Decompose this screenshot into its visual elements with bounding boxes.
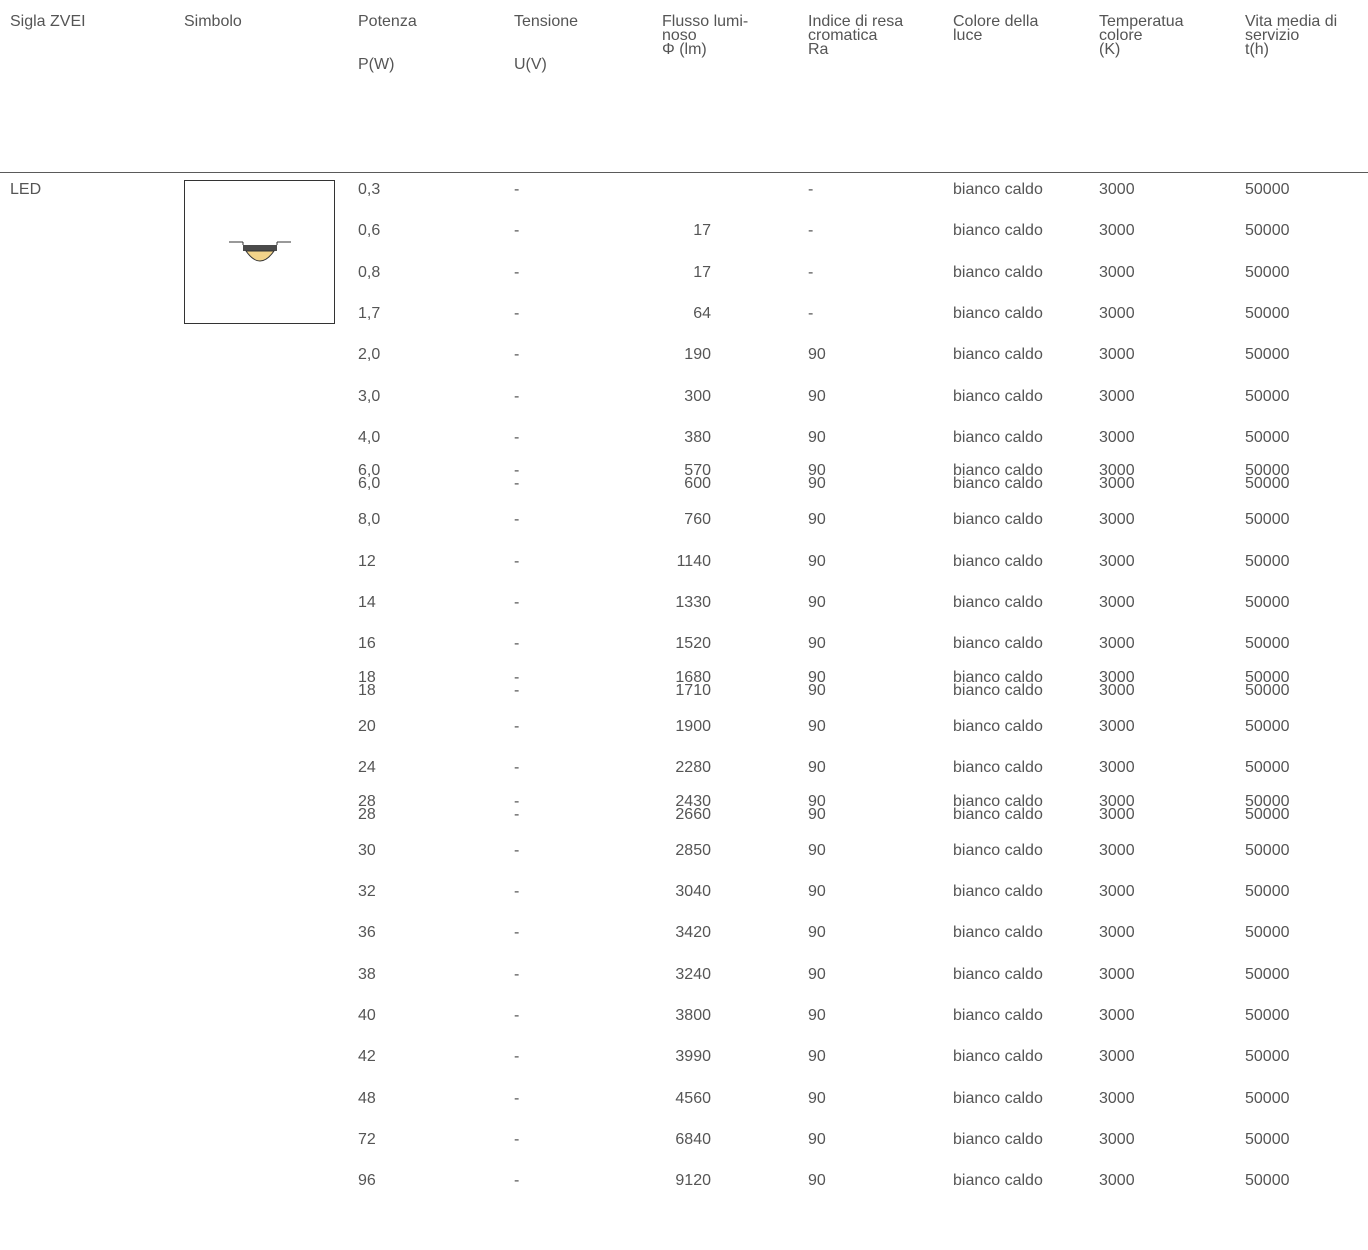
cell-colore: bianco caldo bbox=[953, 965, 1043, 983]
cell-colore: bianco caldo bbox=[953, 181, 1043, 198]
cell-tensione: - bbox=[514, 1130, 520, 1148]
cell-ra: 90 bbox=[808, 841, 826, 859]
cell-colore: bianco caldo bbox=[953, 681, 1043, 699]
cell-potenza: 30 bbox=[358, 841, 376, 859]
cell-temperatura: 3000 bbox=[1099, 594, 1135, 611]
cell-potenza: 28 bbox=[358, 792, 376, 810]
cell-ra: 90 bbox=[808, 1089, 826, 1107]
cell-vita: 50000 bbox=[1245, 552, 1290, 570]
cell-vita: 50000 bbox=[1245, 1130, 1290, 1148]
cell-potenza: 12 bbox=[358, 552, 376, 570]
cell-temperatura: 3000 bbox=[1099, 668, 1135, 686]
cell-vita: 50000 bbox=[1245, 263, 1290, 281]
cell-temperatura: 3000 bbox=[1099, 304, 1135, 322]
cell-ra: 90 bbox=[808, 805, 826, 823]
cell-temperatura: 3000 bbox=[1099, 1048, 1135, 1066]
cell-tensione: - bbox=[514, 1089, 520, 1107]
cell-colore: bianco caldo bbox=[953, 462, 1043, 480]
header-simbolo bbox=[184, 15, 242, 29]
cell-vita: 50000 bbox=[1245, 717, 1290, 735]
cell-temperatura: 3000 bbox=[1099, 346, 1135, 364]
cell-flusso: 3040 bbox=[675, 883, 711, 901]
cell-colore: bianco caldo bbox=[953, 222, 1043, 240]
cell-ra: 90 bbox=[808, 346, 826, 364]
header-divider bbox=[0, 172, 1368, 173]
header-temperatura bbox=[1099, 15, 1184, 57]
cell-ra: 90 bbox=[808, 965, 826, 983]
cell-potenza: 14 bbox=[358, 594, 376, 611]
cell-vita: 50000 bbox=[1245, 462, 1290, 480]
cell-potenza: 32 bbox=[358, 883, 376, 901]
cell-colore: bianco caldo bbox=[953, 1048, 1043, 1066]
cell-vita: 50000 bbox=[1245, 1089, 1290, 1107]
cell-vita: 50000 bbox=[1245, 635, 1290, 653]
cell-flusso: 2430 bbox=[675, 792, 711, 810]
cell-flusso: 64 bbox=[693, 304, 711, 322]
header-tensione bbox=[514, 15, 578, 29]
cell-potenza: 3,0 bbox=[358, 387, 381, 405]
cell-potenza: 16 bbox=[358, 635, 376, 653]
cell-tensione: - bbox=[514, 263, 520, 281]
cell-potenza: 42 bbox=[358, 1048, 376, 1066]
cell-flusso: 4560 bbox=[675, 1089, 711, 1107]
cell-flusso: 380 bbox=[684, 428, 711, 446]
cell-colore: bianco caldo bbox=[953, 475, 1043, 493]
cell-colore: bianco caldo bbox=[953, 805, 1043, 823]
cell-ra: 90 bbox=[808, 681, 826, 699]
cell-colore: bianco caldo bbox=[953, 635, 1043, 653]
cell-ra: 90 bbox=[808, 759, 826, 777]
cell-vita: 50000 bbox=[1245, 222, 1290, 240]
cell-temperatura: 3000 bbox=[1099, 475, 1135, 493]
cell-temperatura: 3000 bbox=[1099, 841, 1135, 859]
cell-temperatura: 3000 bbox=[1099, 681, 1135, 699]
header-temperatura-line: Temperatua bbox=[1099, 13, 1184, 30]
cell-colore: bianco caldo bbox=[953, 717, 1043, 735]
cell-tensione: - bbox=[514, 681, 520, 699]
cell-flusso: 17 bbox=[693, 222, 711, 240]
cell-ra: 90 bbox=[808, 511, 826, 529]
cell-vita: 50000 bbox=[1245, 668, 1290, 686]
cell-temperatura: 3000 bbox=[1099, 1089, 1135, 1107]
header-colore-line: luce bbox=[953, 27, 983, 44]
header-temperatura-line: colore bbox=[1099, 27, 1143, 44]
cell-tensione: - bbox=[514, 1172, 520, 1190]
cell-tensione: - bbox=[514, 965, 520, 983]
cell-flusso: 190 bbox=[684, 346, 711, 364]
cell-vita: 50000 bbox=[1245, 924, 1290, 942]
cell-tensione: - bbox=[514, 552, 520, 570]
cell-potenza: 4,0 bbox=[358, 428, 381, 446]
cell-ra: - bbox=[808, 222, 814, 240]
cell-colore: bianco caldo bbox=[953, 346, 1043, 364]
cell-temperatura: 3000 bbox=[1099, 1130, 1135, 1148]
cell-colore: bianco caldo bbox=[953, 759, 1043, 777]
cell-flusso: 6840 bbox=[675, 1130, 711, 1148]
cell-flusso: 2660 bbox=[675, 805, 711, 823]
header-flusso-line: Φ (lm) bbox=[662, 41, 707, 58]
cell-flusso: 3240 bbox=[675, 965, 711, 983]
cell-tensione: - bbox=[514, 841, 520, 859]
cell-potenza: 48 bbox=[358, 1089, 376, 1107]
cell-vita: 50000 bbox=[1245, 428, 1290, 446]
cell-potenza: 6,0 bbox=[358, 475, 381, 493]
cell-tensione: - bbox=[514, 924, 520, 942]
cell-ra: 90 bbox=[808, 428, 826, 446]
cell-tensione: - bbox=[514, 387, 520, 405]
cell-flusso: 760 bbox=[684, 511, 711, 529]
cell-potenza: 96 bbox=[358, 1172, 376, 1190]
cell-potenza: 40 bbox=[358, 1007, 376, 1024]
cell-colore: bianco caldo bbox=[953, 1130, 1043, 1148]
cell-temperatura: 3000 bbox=[1099, 428, 1135, 446]
cell-flusso: 3420 bbox=[675, 924, 711, 942]
cell-tensione: - bbox=[514, 222, 520, 240]
cell-tensione: - bbox=[514, 805, 520, 823]
header-ra bbox=[808, 15, 903, 57]
cell-vita: 50000 bbox=[1245, 792, 1290, 810]
cell-tensione: - bbox=[514, 635, 520, 653]
cell-colore: bianco caldo bbox=[953, 263, 1043, 281]
cell-vita: 50000 bbox=[1245, 1048, 1290, 1066]
cell-ra: 90 bbox=[808, 924, 826, 942]
cell-potenza: 0,6 bbox=[358, 222, 381, 240]
cell-tensione: - bbox=[514, 792, 520, 810]
cell-ra: 90 bbox=[808, 1130, 826, 1148]
cell-tensione: - bbox=[514, 1007, 520, 1024]
header-tensione-line: Tensione bbox=[514, 13, 579, 30]
cell-ra: 90 bbox=[808, 635, 826, 653]
header-tensione-unit: U(V) bbox=[514, 56, 547, 73]
led-downlight-symbol-icon bbox=[185, 181, 336, 325]
header-colore-line: Colore della bbox=[953, 13, 1039, 30]
cell-ra: 90 bbox=[808, 883, 826, 901]
cell-ra: - bbox=[808, 263, 814, 281]
cell-ra: 90 bbox=[808, 475, 826, 493]
cell-flusso: 1520 bbox=[675, 635, 711, 653]
cell-tensione: - bbox=[514, 594, 520, 611]
cell-temperatura: 3000 bbox=[1099, 1007, 1135, 1024]
cell-temperatura: 3000 bbox=[1099, 222, 1135, 240]
cell-temperatura: 3000 bbox=[1099, 181, 1135, 198]
header-ra-line: Indice di resa bbox=[808, 13, 904, 30]
header-colore bbox=[953, 15, 1038, 43]
cell-potenza: 20 bbox=[358, 717, 376, 735]
cell-tensione: - bbox=[514, 475, 520, 493]
cell-vita: 50000 bbox=[1245, 841, 1290, 859]
cell-tensione: - bbox=[514, 759, 520, 777]
header-potenza-unit: P(W) bbox=[358, 56, 395, 73]
cell-potenza: 72 bbox=[358, 1130, 376, 1148]
cell-potenza: 0,3 bbox=[358, 181, 381, 198]
header-simbolo-line: Simbolo bbox=[184, 13, 242, 30]
cell-flusso: 2280 bbox=[675, 759, 711, 777]
cell-temperatura: 3000 bbox=[1099, 511, 1135, 529]
cell-flusso: 1330 bbox=[675, 594, 711, 611]
cell-colore: bianco caldo bbox=[953, 924, 1043, 942]
cell-ra: 90 bbox=[808, 668, 826, 686]
cell-ra: 90 bbox=[808, 1048, 826, 1066]
header-ra-line: cromatica bbox=[808, 27, 878, 44]
cell-vita: 50000 bbox=[1245, 1007, 1290, 1024]
cell-ra: 90 bbox=[808, 792, 826, 810]
cell-colore: bianco caldo bbox=[953, 304, 1043, 322]
header-potenza bbox=[358, 15, 417, 29]
cell-temperatura: 3000 bbox=[1099, 792, 1135, 810]
cell-ra: 90 bbox=[808, 387, 826, 405]
header-temperatura-line: (K) bbox=[1099, 41, 1121, 58]
cell-vita: 50000 bbox=[1245, 883, 1290, 901]
cell-colore: bianco caldo bbox=[953, 511, 1043, 529]
header-ra-line: Ra bbox=[808, 41, 829, 58]
header-potenza-line: Potenza bbox=[358, 13, 417, 30]
cell-colore: bianco caldo bbox=[953, 792, 1043, 810]
header-vita bbox=[1245, 15, 1337, 57]
cell-tensione: - bbox=[514, 428, 520, 446]
cell-vita: 50000 bbox=[1245, 759, 1290, 777]
cell-colore: bianco caldo bbox=[953, 1089, 1043, 1107]
cell-flusso: 9120 bbox=[675, 1172, 711, 1190]
cell-potenza: 36 bbox=[358, 924, 376, 942]
cell-potenza: 0,8 bbox=[358, 263, 381, 281]
cell-vita: 50000 bbox=[1245, 1172, 1290, 1190]
header-sigla-line: Sigla ZVEI bbox=[10, 13, 86, 30]
cell-vita: 50000 bbox=[1245, 304, 1290, 322]
cell-flusso: 1710 bbox=[675, 681, 711, 699]
cell-potenza: 6,0 bbox=[358, 462, 381, 480]
cell-vita: 50000 bbox=[1245, 681, 1290, 699]
cell-flusso: 300 bbox=[684, 387, 711, 405]
cell-flusso: 1140 bbox=[676, 552, 711, 570]
cell-potenza: 8,0 bbox=[358, 511, 381, 529]
cell-potenza: 18 bbox=[358, 668, 376, 686]
cell-temperatura: 3000 bbox=[1099, 462, 1135, 480]
cell-tensione: - bbox=[514, 304, 520, 322]
cell-temperatura: 3000 bbox=[1099, 924, 1135, 942]
header-sigla bbox=[10, 15, 86, 29]
cell-potenza: 28 bbox=[358, 805, 376, 823]
header-vita-line: t(h) bbox=[1245, 41, 1269, 58]
cell-potenza: 1,7 bbox=[358, 304, 381, 322]
cell-colore: bianco caldo bbox=[953, 594, 1043, 611]
cell-colore: bianco caldo bbox=[953, 428, 1043, 446]
header-vita-line: Vita media di bbox=[1245, 13, 1338, 30]
cell-ra: - bbox=[808, 304, 814, 322]
type-label: LED bbox=[10, 181, 42, 198]
cell-ra: 90 bbox=[808, 462, 826, 480]
cell-tensione: - bbox=[514, 511, 520, 529]
header-vita-line: servizio bbox=[1245, 27, 1300, 44]
cell-temperatura: 3000 bbox=[1099, 965, 1135, 983]
cell-colore: bianco caldo bbox=[953, 552, 1043, 570]
cell-vita: 50000 bbox=[1245, 346, 1290, 364]
cell-potenza: 24 bbox=[358, 759, 376, 777]
cell-temperatura: 3000 bbox=[1099, 263, 1135, 281]
cell-temperatura: 3000 bbox=[1099, 1172, 1135, 1190]
cell-temperatura: 3000 bbox=[1099, 805, 1135, 823]
cell-temperatura: 3000 bbox=[1099, 717, 1135, 735]
cell-colore: bianco caldo bbox=[953, 387, 1043, 405]
cell-vita: 50000 bbox=[1245, 511, 1290, 529]
cell-flusso: 1680 bbox=[675, 668, 711, 686]
cell-tensione: - bbox=[514, 883, 520, 901]
header-flusso bbox=[662, 15, 748, 57]
cell-vita: 50000 bbox=[1245, 475, 1290, 493]
header-flusso-line: Flusso lumi- bbox=[662, 13, 749, 30]
cell-vita: 50000 bbox=[1245, 387, 1290, 405]
cell-flusso: 570 bbox=[684, 462, 711, 480]
cell-tensione: - bbox=[514, 346, 520, 364]
cell-colore: bianco caldo bbox=[953, 841, 1043, 859]
cell-flusso: 3990 bbox=[675, 1048, 711, 1066]
cell-colore: bianco caldo bbox=[953, 1007, 1043, 1024]
cell-flusso: 1900 bbox=[675, 717, 711, 735]
cell-vita: 50000 bbox=[1245, 181, 1290, 198]
cell-vita: 50000 bbox=[1245, 805, 1290, 823]
cell-potenza: 2,0 bbox=[358, 346, 381, 364]
cell-temperatura: 3000 bbox=[1099, 759, 1135, 777]
cell-ra: 90 bbox=[808, 1172, 826, 1190]
cell-colore: bianco caldo bbox=[953, 1172, 1043, 1190]
cell-temperatura: 3000 bbox=[1099, 552, 1135, 570]
cell-flusso: 600 bbox=[684, 475, 711, 493]
cell-ra: - bbox=[808, 181, 814, 198]
cell-ra: 90 bbox=[808, 594, 826, 611]
cell-vita: 50000 bbox=[1245, 594, 1290, 611]
cell-vita: 50000 bbox=[1245, 965, 1290, 983]
cell-ra: 90 bbox=[808, 1007, 826, 1024]
cell-tensione: - bbox=[514, 181, 520, 198]
cell-colore: bianco caldo bbox=[953, 668, 1043, 686]
cell-tensione: - bbox=[514, 1048, 520, 1066]
cell-flusso: 3800 bbox=[675, 1007, 711, 1024]
cell-tensione: - bbox=[514, 668, 520, 686]
cell-tensione: - bbox=[514, 462, 520, 480]
header-flusso-line: noso bbox=[662, 27, 697, 44]
cell-ra: 90 bbox=[808, 717, 826, 735]
cell-temperatura: 3000 bbox=[1099, 387, 1135, 405]
cell-tensione: - bbox=[514, 717, 520, 735]
cell-potenza: 38 bbox=[358, 965, 376, 983]
cell-flusso: 17 bbox=[693, 263, 711, 281]
cell-temperatura: 3000 bbox=[1099, 635, 1135, 653]
cell-temperatura: 3000 bbox=[1099, 883, 1135, 901]
cell-potenza: 18 bbox=[358, 681, 376, 699]
cell-colore: bianco caldo bbox=[953, 883, 1043, 901]
symbol-box bbox=[184, 180, 335, 324]
cell-ra: 90 bbox=[808, 552, 826, 570]
cell-flusso: 2850 bbox=[675, 841, 711, 859]
